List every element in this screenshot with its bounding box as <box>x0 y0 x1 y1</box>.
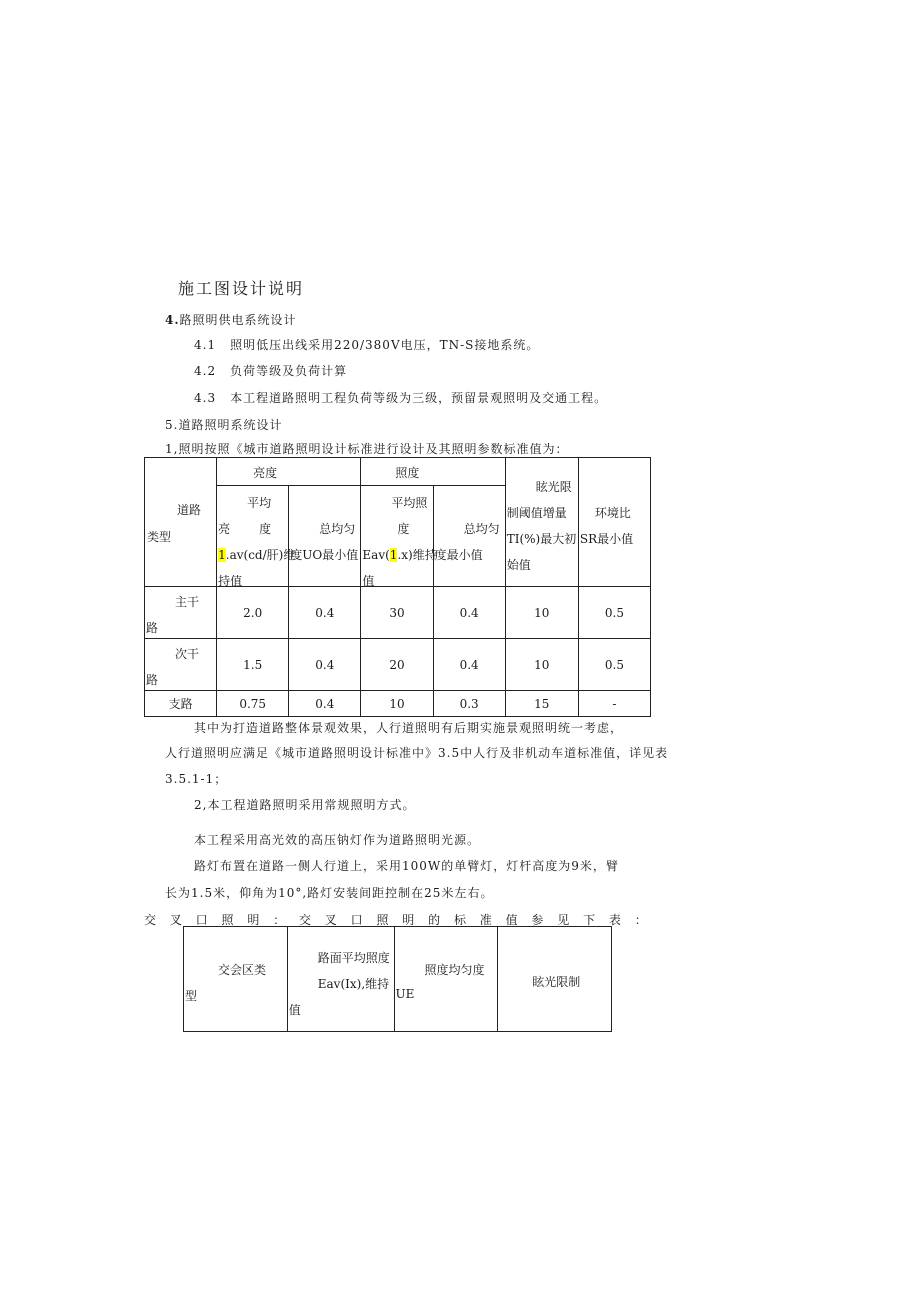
header-text-part: Eav( <box>362 548 390 562</box>
header-text-part: .av(cd/肝)维 <box>225 548 296 562</box>
heading-char: 叉 <box>324 913 337 927</box>
header-avg-illuminance <box>361 486 437 588</box>
header-illuminance <box>361 458 505 486</box>
header-text: 交会区类 <box>218 963 267 977</box>
table-row <box>145 639 651 691</box>
heading-char: 明 <box>247 913 260 927</box>
header-text: 类型 <box>147 530 172 544</box>
table-row <box>145 587 651 639</box>
intersection-standard-table <box>183 926 612 1032</box>
item-text: 照明低压出线采用220/380V电压，TN-S接地系统。 <box>230 338 540 352</box>
item-4-2 <box>194 362 347 379</box>
header-text: 总均匀 <box>319 522 356 536</box>
cell-ti: 10 <box>505 587 578 639</box>
section-4-heading <box>165 311 297 328</box>
heading-char: 准 <box>479 913 492 927</box>
header-text: 值 <box>362 574 375 588</box>
heading-char: 值 <box>505 913 518 927</box>
cell-u0: 0.4 <box>289 639 361 691</box>
header-text: 眩光限 <box>535 480 572 494</box>
heading-char: 表 <box>608 913 621 927</box>
row-name-text: 次干 <box>175 647 200 661</box>
heading-char: 标 <box>453 913 466 927</box>
header-text: 亮 <box>218 522 231 536</box>
highlight-mark: 1 <box>218 548 226 562</box>
heading-char: 口 <box>195 913 208 927</box>
paragraph-2: 人行道照明应满足《城市道路照明设计标准中》3.5中人行及非机动车道标准值，详见表 <box>165 746 669 760</box>
heading-char: 见 <box>557 913 570 927</box>
header-avg-luminance <box>217 486 296 588</box>
heading-char: ： <box>273 913 286 927</box>
paragraph-4: 2,本工程道路照明采用常规照明方式。 <box>194 798 416 812</box>
header-text: 制阈值增量 <box>506 506 567 520</box>
header-text: 始值 <box>506 558 531 572</box>
paragraph-5: 本工程采用高光效的高压钠灯作为道路照明光源。 <box>194 833 481 847</box>
header-text: UE <box>395 987 415 1001</box>
header-env-ratio <box>578 458 650 587</box>
cell-ti: 10 <box>505 639 578 691</box>
header-text <box>362 546 436 563</box>
heading-char: 照 <box>376 913 389 927</box>
cell-lum: 2.0 <box>217 587 289 639</box>
item-text: 负荷等级及负荷计算 <box>230 364 348 378</box>
lighting-standard-table <box>144 457 651 717</box>
row-name-text: 路 <box>146 673 159 687</box>
header-text-part: .x)维持 <box>397 548 437 562</box>
table-row <box>145 691 651 717</box>
paragraph-1: 其中为打造道路整体景观效果，人行道照明有后期实施景观照明统一考虑， <box>194 721 624 735</box>
header-uniformity-ue <box>433 486 505 587</box>
heading-char: 参 <box>531 913 544 927</box>
header-text: 平均照 <box>391 496 428 510</box>
cell-ue: 0.3 <box>433 691 505 717</box>
heading-char: 交 <box>298 913 311 927</box>
cell-u0: 0.4 <box>289 587 361 639</box>
header-text: 总均匀 <box>463 522 500 536</box>
header-text: 度 <box>259 522 272 536</box>
header-text: 亮度 <box>253 466 278 480</box>
heading-char: 口 <box>350 913 363 927</box>
item-4-3 <box>194 389 607 406</box>
header-text: TI(%)最大初 <box>506 532 577 546</box>
cell-ue: 0.4 <box>433 639 505 691</box>
item-text: 本工程道路照明工程负荷等级为三级，预留景观照明及交通工程。 <box>230 391 608 405</box>
cell-sr: 0.5 <box>578 639 650 691</box>
highlight-mark: 1 <box>389 548 398 562</box>
cell-sr: - <box>578 691 650 717</box>
header-zone-type <box>184 927 288 1032</box>
heading-char: 明 <box>402 913 415 927</box>
heading-char: 叉 <box>169 913 182 927</box>
header-glare <box>505 458 578 587</box>
cell-u0: 0.4 <box>289 691 361 717</box>
cell-ue: 0.4 <box>433 587 505 639</box>
header-text: SR最小值 <box>579 532 634 546</box>
row-road-name: 支路 <box>145 691 217 717</box>
header-text: 道路 <box>177 503 202 517</box>
cell-sr: 0.5 <box>578 587 650 639</box>
header-text: 眩光限制 <box>532 975 581 989</box>
header-text: 环境比 <box>594 506 631 520</box>
header-text: 度UO最小值 <box>290 548 359 562</box>
item-4-1 <box>194 336 539 353</box>
section-4-title: 路照明供电系统设计 <box>179 313 297 327</box>
header-text: 路面平均照度 <box>317 951 390 965</box>
paragraph-7: 长为1.5米，仰角为10°,路灯安装间距控制在25米左右。 <box>165 886 494 900</box>
heading-char: 的 <box>428 913 441 927</box>
row-name-text: 主干 <box>175 595 200 609</box>
section-5-intro: 1,照明按照《城市道路照明设计标准进行设计及其照明参数标准值为： <box>165 442 569 456</box>
header-text <box>218 546 295 563</box>
header-text: 平均 <box>247 496 272 510</box>
section-5-heading: 5.道路照明系统设计 <box>165 418 283 432</box>
paragraph-6: 路灯布置在道路一侧人行道上，采用100W的单臂灯，灯杆高度为9米，臂 <box>194 859 619 873</box>
header-text: 照度 <box>395 466 420 480</box>
heading-char: 下 <box>583 913 596 927</box>
cell-eav: 30 <box>361 587 433 639</box>
cell-lum: 0.75 <box>217 691 289 717</box>
row-name-text: 路 <box>146 621 159 635</box>
cell-lum: 1.5 <box>217 639 289 691</box>
header-text: 度最小值 <box>434 548 483 562</box>
header-text: Eav(Ix),维持 <box>317 977 390 991</box>
header-glare-limit <box>498 927 612 1032</box>
cell-eav: 20 <box>361 639 433 691</box>
header-text: 度 <box>397 522 410 536</box>
section-4-number: 4. <box>165 313 180 327</box>
cell-eav: 10 <box>361 691 433 717</box>
item-number: 4.1 <box>194 338 217 352</box>
item-number: 4.2 <box>194 364 217 378</box>
paragraph-3: 3.5.1-1； <box>165 772 228 786</box>
cell-ti: 15 <box>505 691 578 717</box>
header-text: 照度均匀度 <box>424 963 485 977</box>
header-avg-illuminance <box>287 927 394 1032</box>
header-text: 型 <box>185 989 198 1003</box>
header-text: 持值 <box>218 574 243 588</box>
heading-char: ： <box>634 913 647 927</box>
item-number: 4.3 <box>194 391 217 405</box>
header-road-type <box>145 458 217 587</box>
row-road-name <box>145 587 217 639</box>
header-luminance <box>217 458 361 486</box>
header-uniformity-u0 <box>289 486 361 587</box>
header-text: 值 <box>288 1003 301 1017</box>
row-road-name <box>145 639 217 691</box>
header-uniformity <box>394 927 498 1032</box>
page-title: 施工图设计说明 <box>178 279 305 298</box>
heading-char: 照 <box>221 913 234 927</box>
heading-char: 交 <box>144 913 157 927</box>
